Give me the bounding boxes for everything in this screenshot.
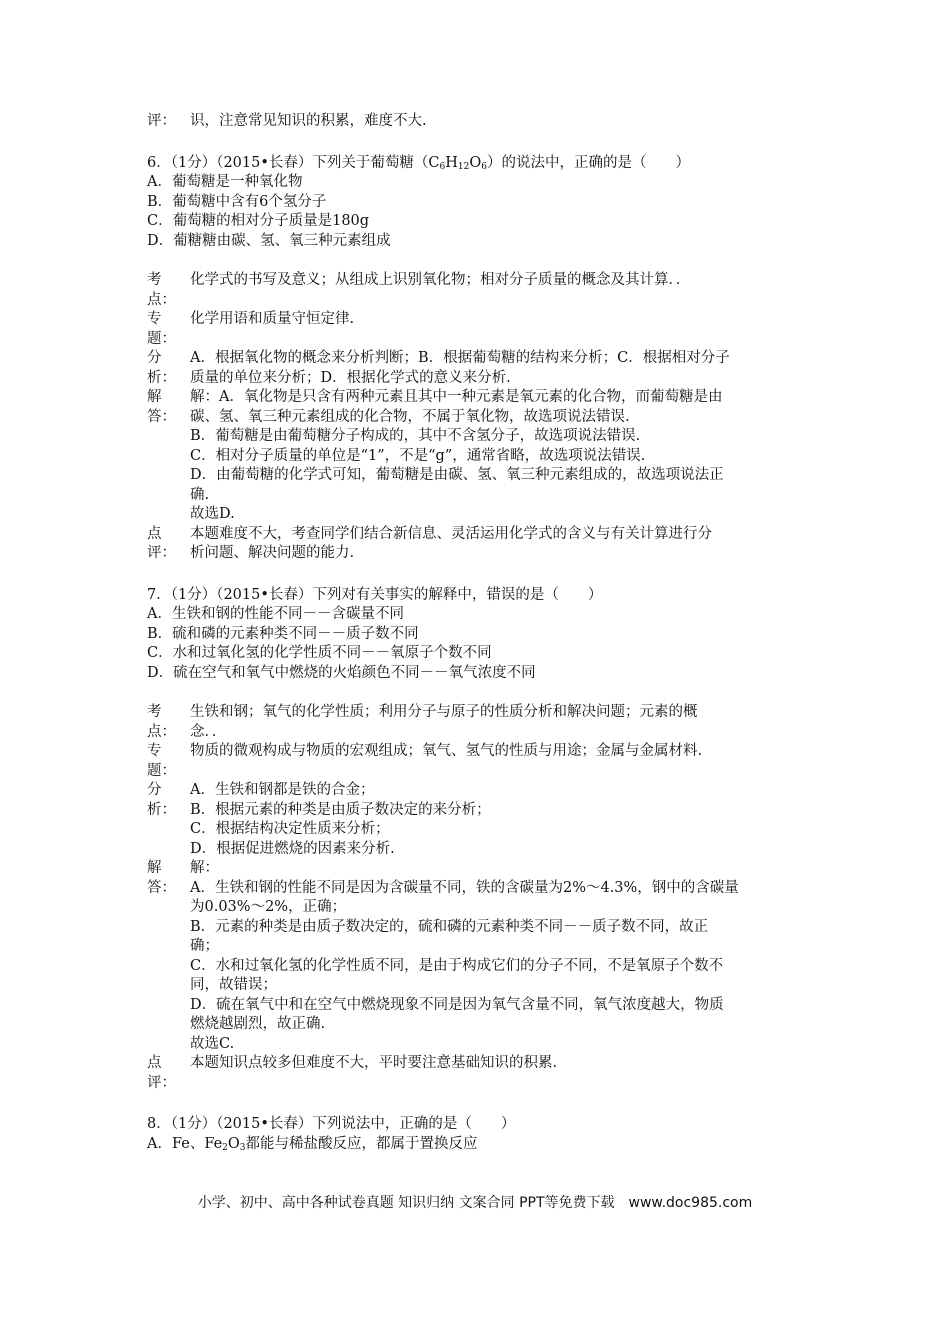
page-footer: 小学、初中、高中各种试卷真题 知识归纳 文案合同 PPT等免费下载 www.doc985.com (197, 1195, 753, 1211)
question-6-kaodian: 考 化学式的书写及意义；从组成上识别氧化物；相对分子质量的概念及其计算．． 点： (147, 272, 691, 308)
previous-comment-tail (147, 112, 827, 132)
question-7-jieda: 解 解： 答： A．生铁和钢的性能不同是因为含碳量不同，铁的含碳量为2%～4.3%，钢中的含碳量 为0.03%～2%，正确； B．元素的种类是由质子数决定的，硫和磷的元素种类不同－－质子数不同，故正 确； C．水和过氧化氢的化学性质不同，是由于构成它们的分子不同，不是氧原子个数不 同，故错误； D．硫在氧气中和在空气中燃烧现象不同是因为氧气含量不同，氧气浓度越大，物质 燃烧越剧烈，故正确. 故选C. (147, 860, 739, 1052)
question-7-option-a: A．生铁和钢的性能不同－－含碳量不同 (147, 606, 404, 622)
question-7-fenxi: 分 A．生铁和钢都是铁的合金； 析： B．根据元素的种类是由质子数决定的来分析； C．根据结构决定性质来分析； D．根据促进燃烧的因素来分析. (147, 782, 491, 857)
question-6-zhuanti: 专 化学用语和质量守恒定律. 题： (147, 311, 355, 347)
question-6-jieda: 解 解：A．氧化物是只含有两种元素且其中一种元素是氧元素的化合物，而葡萄糖是由 答： 碳、氢、氧三种元素组成的化合物，不属于氧化物，故选项说法错误. B．葡萄糖是由葡萄糖分子构成的，其中不含氢分子，故选项说法错误. C．相对分子质量的单位是“1”，不是“g”，通常省略，故选项说法错误. D．由葡萄糖的化学式可知，葡萄糖是由碳、氢、氧三种元素组成的，故选项说法正 确. 故选D. (147, 389, 724, 522)
question-7-dianping: 点 本题知识点较多但难度不大，平时要注意基础知识的积累. 评： (147, 1055, 558, 1091)
question-6-option-a: A．葡萄糖是一种氧化物 (147, 174, 303, 190)
section-text: 识，注意常见知识的积累，难度不大. (190, 113, 427, 129)
question-7-kaodian: 考 生铁和钢；氧气的化学性质；利用分子与原子的性质分析和解决问题；元素的概 点： 念．． (147, 704, 698, 740)
question-7-option-d: D．硫在空气和氧气中燃烧的火焰颜色不同－－氧气浓度不同 (147, 664, 536, 681)
question-7-zhuanti: 专 物质的微观构成与物质的宏观组成；氧气、氢气的性质与用途；金属与金属材料. 题： (147, 743, 703, 779)
document-body (147, 112, 827, 1154)
question-6-option-b: B．葡萄糖中含有6个氢分子 (147, 193, 327, 210)
question-7-option-b: B．硫和磷的元素种类不同－－质子数不同 (147, 625, 419, 642)
question-7-option-c: C．水和过氧化氢的化学性质不同－－氧原子个数不同 (147, 645, 492, 661)
question-6-option-d: D．葡糖糖由碳、氢、氧三种元素组成 (147, 232, 391, 249)
question-6-option-c: C．葡萄糖的相对分子质量是180g (147, 213, 370, 229)
question-8-title: 8．（1分）（2015•长春）下列说法中，正确的是（ ） (147, 1116, 516, 1132)
question-7-title: 7．（1分）（2015•长春）下列对有关事实的解释中，错误的是（ ） (147, 586, 603, 603)
section-label: 评： (147, 113, 176, 129)
question-6-fenxi: 分 A．根据氧化物的概念来分析判断；B．根据葡萄糖的结构来分析；C．根据相对分子 析： 质量的单位来分析；D．根据化学式的意义来分析. (147, 350, 730, 386)
question-8-option-a: A．Fe、$Fe_2O_3$都能与稀盐酸反应，都属于置换反应 (147, 1135, 478, 1153)
question-6-title: 6．（1分）（2015•长春）下列关于葡萄糖$(C_6H_{12}O_6)$的说法中，正确的是（ ） (147, 154, 690, 172)
question-6-dianping: 点 本题难度不大，考查同学们结合新信息、灵活运用化学式的含义与有关计算进行分 评： 析问题、解决问题的能力. (147, 525, 712, 561)
